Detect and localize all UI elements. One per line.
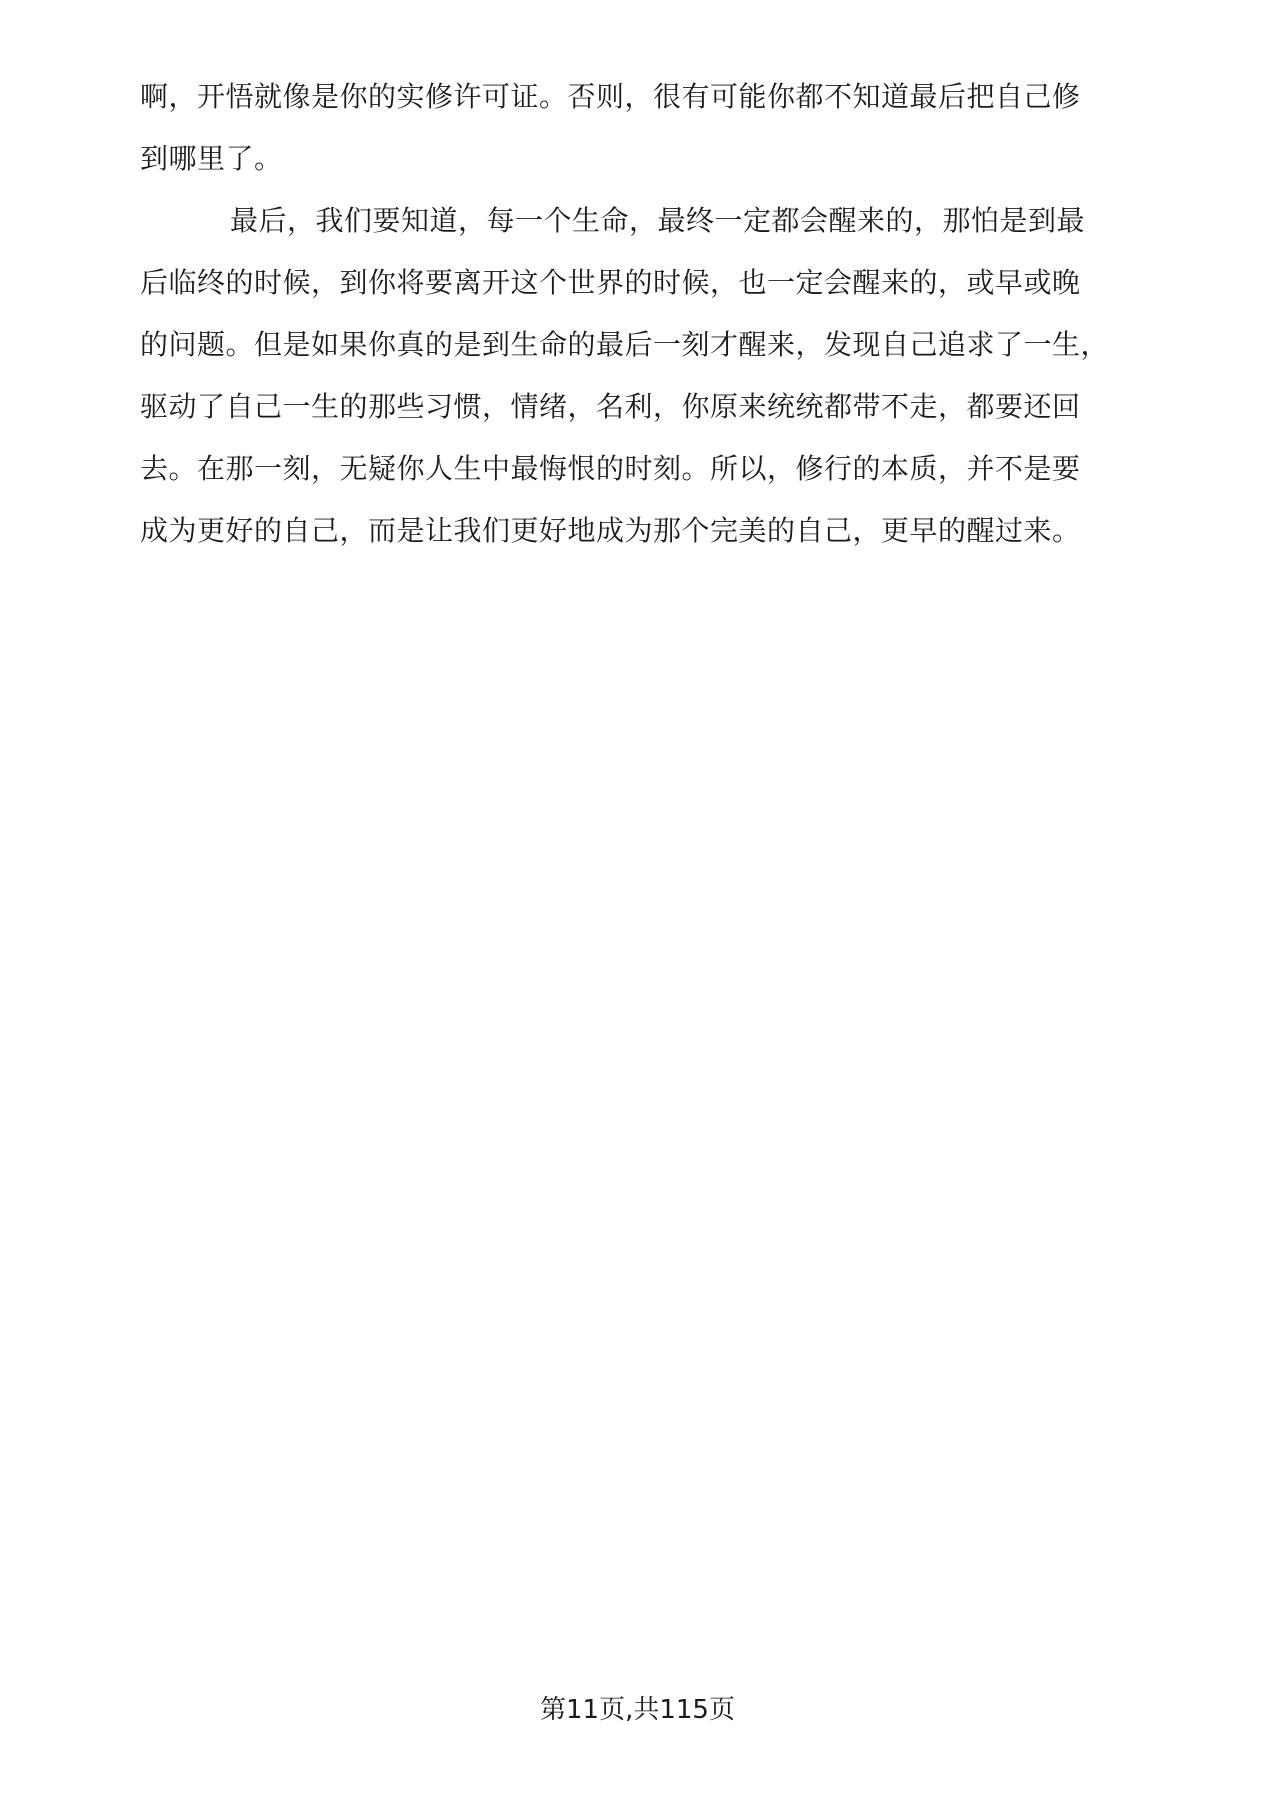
text-line: 驱动了自己一生的那些习惯，情绪，名利，你原来统统都带不走，都要还回: [140, 390, 1081, 423]
document-body: [140, 66, 1140, 562]
text-line: 到哪里了。: [140, 142, 283, 175]
text-line: 后临终的时候，到你将要离开这个世界的时候，也一定会醒来的，或早或晚: [140, 266, 1081, 299]
text-line: 成为更好的自己，而是让我们更好地成为那个完美的自己，更早的醒过来。: [140, 514, 1081, 547]
text-line: 啊，开悟就像是你的实修许可证。否则，很有可能你都不知道最后把自己修: [140, 80, 1081, 113]
paragraph-first-line: 最后，我们要知道，每一个生命，最终一定都会醒来的，那怕是到最: [230, 204, 1086, 237]
text-line: 去。在那一刻，无疑你人生中最悔恨的时刻。所以，修行的本质，并不是要: [140, 452, 1081, 485]
text-line: 的问题。但是如果你真的是到生命的最后一刻才醒来，发现自己追求了一生，: [140, 328, 1110, 361]
page-number-footer: 第11页,共115页: [540, 1695, 735, 1725]
